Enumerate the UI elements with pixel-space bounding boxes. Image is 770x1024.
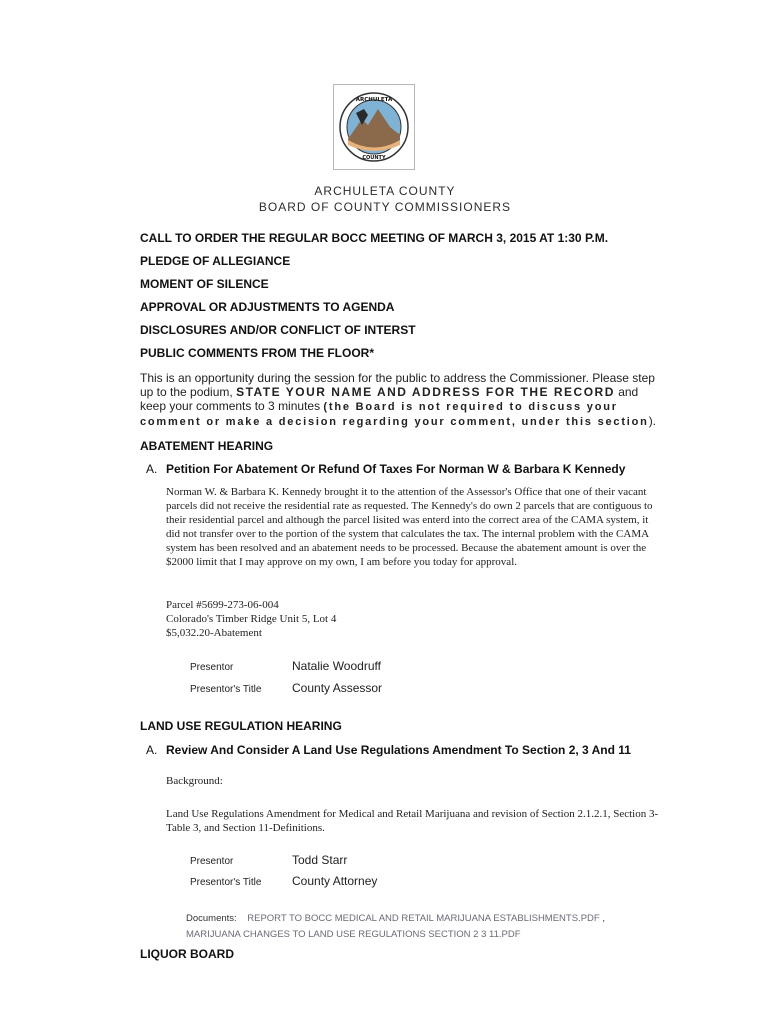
land-use-presenter-value: Todd Starr xyxy=(292,853,348,867)
public-comments-part3: ). xyxy=(648,414,657,428)
public-comments-emphasis: STATE YOUR NAME AND ADDRESS FOR THE RECORD xyxy=(236,385,615,399)
abatement-body: Norman W. & Barbara K. Kennedy brought it to the attention of the Assessor's Office that one of their vacant parcels did not receive the residential rate as requested. The Kennedy's do own 2 parcels that are contiguous to their residential parcel and although the parcel lisited was enterd into the correct area of the CAMA system, it did not transfer over to the portion of the system that calculates the tax. The internal problem with the CAMA system has been resolved and an abatement needs to be processed. Because the abatement amount is over the $2000 limit that I may approve on my own, I am before you today for approval. xyxy=(166,486,653,568)
document-link-changes[interactable]: MARIJUANA CHANGES TO LAND USE REGULATIONS SECTION 2 3 11.PDF xyxy=(186,929,521,940)
public-comments-heading: PUBLIC COMMENTS FROM THE FLOOR* xyxy=(140,346,374,360)
abatement-item-title: Petition For Abatement Or Refund Of Taxes For Norman W & Barbara K Kennedy xyxy=(166,462,626,476)
document-link-report[interactable]: REPORT TO BOCC MEDICAL AND RETAIL MARIJUANA ESTABLISHMENTS.PDF xyxy=(247,913,600,924)
land-use-documents xyxy=(186,911,656,943)
abatement-presenter-title-value: County Assessor xyxy=(292,681,383,695)
parcel-number: Parcel #5699-273-06-004 xyxy=(166,599,279,611)
abatement-item-letter: A. xyxy=(146,462,158,476)
board-name: BOARD OF COUNTY COMMISSIONERS xyxy=(258,200,512,214)
disclosures-heading: DISCLOSURES AND/OR CONFLICT OF INTERST xyxy=(140,323,416,337)
land-use-body: Land Use Regulations Amendment for Medical and Retail Marijuana and revision of Section 2.1.2.1, Section 3-Table 3, and Section 11-Definitions. xyxy=(166,808,659,834)
seal-graphic xyxy=(334,85,414,169)
land-use-heading: LAND USE REGULATION HEARING xyxy=(140,719,342,733)
documents-label: Documents: xyxy=(186,913,237,924)
land-use-background-label: Background: xyxy=(166,775,223,787)
land-use-item-letter: A. xyxy=(146,743,158,757)
land-use-item-title: Review And Consider A Land Use Regulations Amendment To Section 2, 3 And 11 xyxy=(166,743,631,757)
seal-top-text: ARCHULETA xyxy=(355,97,393,103)
pledge-heading: PLEDGE OF ALLEGIANCE xyxy=(140,254,291,268)
approval-heading: APPROVAL OR ADJUSTMENTS TO AGENDA xyxy=(140,300,395,314)
county-name: ARCHULETA COUNTY xyxy=(314,184,456,198)
liquor-board-heading: LIQUOR BOARD xyxy=(140,947,234,961)
parcel-location: Colorado's Timber Ridge Unit 5, Lot 4 xyxy=(166,613,337,625)
abatement-presenter-label: Presentor xyxy=(190,662,234,673)
abatement-presenter-value: Natalie Woodruff xyxy=(292,659,381,673)
public-comments-text xyxy=(140,371,665,429)
moment-heading: MOMENT OF SILENCE xyxy=(140,277,269,291)
county-seal-logo xyxy=(333,84,415,170)
abatement-presenter-title-label: Presentor's Title xyxy=(190,684,262,695)
abatement-heading: ABATEMENT HEARING xyxy=(140,439,274,453)
public-comments-part1: This is an opportunity during the session for the public to address the Commissioner. Please step up to the podium, xyxy=(140,371,655,399)
parcel-abatement-amount: $5,032.20-Abatement xyxy=(166,627,262,639)
document-separator: , xyxy=(599,913,605,924)
public-comments-part2: and keep your comments to 3 minutes xyxy=(140,385,639,413)
public-comments-emphasis2: (the Board is not required to discuss your comment or make a decision regarding your comment, under this section xyxy=(140,401,649,428)
seal-bottom-text: COUNTY xyxy=(362,155,386,161)
land-use-presenter-title-label: Presentor's Title xyxy=(190,877,262,888)
land-use-presenter-label: Presentor xyxy=(190,856,234,867)
call-to-order-heading: CALL TO ORDER THE REGULAR BOCC MEETING OF MARCH 3, 2015 AT 1:30 P.M. xyxy=(140,231,609,245)
land-use-presenter-title-value: County Attorney xyxy=(292,874,378,888)
